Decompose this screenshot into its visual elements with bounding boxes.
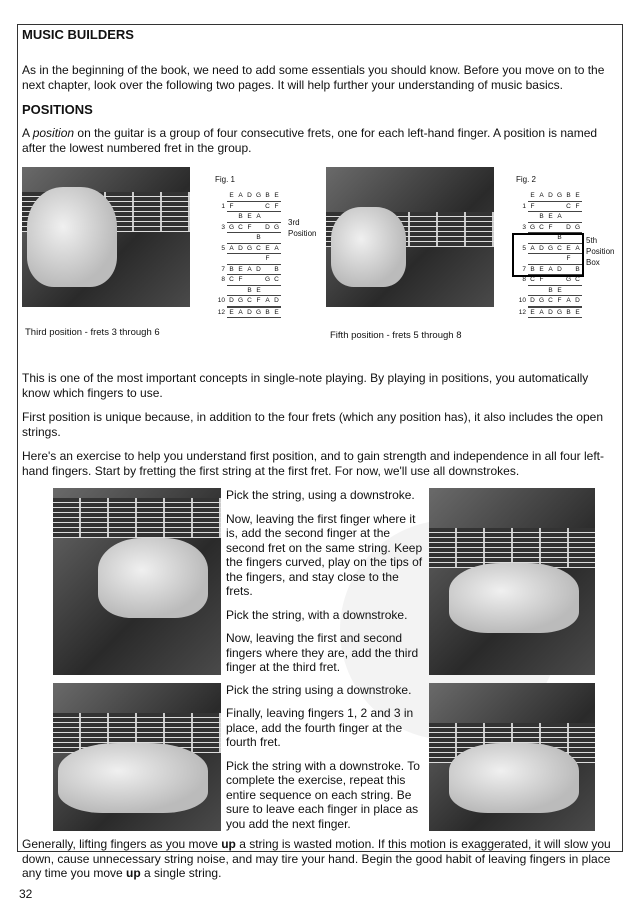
fret-cell bbox=[236, 233, 245, 244]
fret-cell: B bbox=[245, 286, 254, 297]
fret-cell: 8 bbox=[522, 276, 526, 283]
fret-cell bbox=[236, 286, 245, 297]
fret-cell: G bbox=[573, 223, 582, 234]
fret-cell: A bbox=[546, 265, 555, 276]
fret-cell: D bbox=[272, 296, 281, 307]
fret-cell: G bbox=[227, 223, 236, 234]
intro-text: As in the beginning of the book, we need to add some essentials you should know. Before you move on to the next chapter, look over the following two pages. It will help further your understanding of music basics. bbox=[22, 63, 605, 92]
fret-cell: E bbox=[555, 286, 564, 297]
fret-cell: 7 bbox=[221, 265, 225, 273]
fret-cell: A bbox=[537, 191, 546, 202]
fret-cell bbox=[272, 254, 281, 265]
fret-cell: E bbox=[272, 191, 281, 202]
fret-cell: A bbox=[272, 244, 281, 255]
fret-cell bbox=[555, 202, 564, 213]
fig2-photo-caption: Fifth position - frets 5 through 8 bbox=[330, 330, 462, 341]
fret-cell: B bbox=[564, 308, 573, 319]
fret-cell bbox=[272, 212, 281, 223]
fret-cell bbox=[537, 286, 546, 297]
fret-cell bbox=[215, 254, 227, 265]
fret-cell: F bbox=[537, 275, 546, 286]
fret-cell bbox=[573, 286, 582, 297]
fret-cell bbox=[227, 254, 236, 265]
fret-cell: 10 bbox=[518, 297, 526, 304]
fret-cell bbox=[227, 233, 236, 244]
fret-cell bbox=[537, 202, 546, 213]
page-number: 32 bbox=[19, 886, 33, 901]
fret-cell bbox=[215, 286, 227, 297]
fret-cell: B bbox=[263, 191, 272, 202]
fret-cell: C bbox=[263, 202, 272, 213]
fret-cell: 12 bbox=[217, 308, 225, 316]
fret-cell: C bbox=[254, 244, 263, 255]
fret-cell: F bbox=[528, 202, 537, 213]
fret-cell: 7 bbox=[522, 265, 526, 273]
fret-cell: F bbox=[564, 254, 573, 265]
fret-cell: F bbox=[236, 275, 245, 286]
fret-cell: C bbox=[245, 296, 254, 307]
fret-cell bbox=[263, 233, 272, 244]
exercise-photo-4 bbox=[429, 683, 595, 832]
fret-cell: A bbox=[263, 296, 272, 307]
fret-cell: 1 bbox=[221, 202, 225, 210]
fret-cell bbox=[263, 265, 272, 276]
fret-cell: D bbox=[546, 308, 555, 319]
fig1-diagram: Fig. 1 E A D G B E 1 F C F B E A 3 G C F D G B 5 A D G C E A F 7 B E A D B 8 C F G C B E 10 D G C F A D 12 E A D G B E bbox=[215, 175, 281, 318]
fret-cell: F bbox=[573, 202, 582, 213]
fret-cell bbox=[516, 212, 528, 223]
third-position-photo bbox=[22, 167, 190, 307]
fret-cell: G bbox=[537, 296, 546, 307]
fret-cell: F bbox=[254, 296, 263, 307]
fret-cell: E bbox=[528, 191, 537, 202]
fret-cell: 3 bbox=[522, 223, 526, 231]
fret-cell bbox=[263, 212, 272, 223]
fret-cell: F bbox=[272, 202, 281, 213]
fret-cell bbox=[245, 233, 254, 244]
fret-cell bbox=[236, 202, 245, 213]
fret-cell bbox=[528, 286, 537, 297]
positions-heading: POSITIONS bbox=[22, 102, 93, 117]
fret-cell: E bbox=[227, 308, 236, 319]
fret-cell: C bbox=[227, 275, 236, 286]
fig1-label: 3rd Position bbox=[288, 218, 317, 238]
fret-cell: G bbox=[546, 244, 555, 255]
fret-cell: G bbox=[528, 223, 537, 234]
fret-cell bbox=[227, 286, 236, 297]
paragraph-2: First position is unique because, in addition to the four frets (which any position has), it also includes the open strings. bbox=[22, 410, 603, 439]
fret-cell: D bbox=[528, 296, 537, 307]
fret-cell: C bbox=[546, 296, 555, 307]
fret-cell bbox=[272, 286, 281, 297]
fret-cell: A bbox=[236, 308, 245, 319]
fret-cell: G bbox=[564, 275, 573, 286]
fret-cell bbox=[564, 286, 573, 297]
fret-cell: B bbox=[573, 265, 582, 276]
fret-cell: 3 bbox=[221, 223, 225, 231]
page-content bbox=[19, 0, 618, 905]
paragraph-1: This is one of the most important concepts in single-note playing. By playing in positions, you automatically know which fingers to use. bbox=[22, 371, 589, 400]
fret-cell: F bbox=[245, 223, 254, 234]
fret-cell: C bbox=[555, 244, 564, 255]
fret-cell: E bbox=[573, 308, 582, 319]
exercise-photo-2 bbox=[429, 488, 595, 675]
fret-cell: 12 bbox=[518, 308, 526, 316]
fret-cell: D bbox=[227, 296, 236, 307]
page-title: MUSIC BUILDERS bbox=[22, 27, 134, 42]
fret-cell: E bbox=[564, 244, 573, 255]
fret-cell: B bbox=[537, 212, 546, 223]
fret-cell: B bbox=[546, 286, 555, 297]
exercise-steps-top: Pick the string, using a downstroke. Now, leaving the first finger where it is, add the second finger at the second fret on the same string. Keep the fingers curved, play on the tips of the fingers, and stay close to the frets. Pick the string, with a downstroke. Now, leaving the first and second fingers where they are, add the third finger at the third fret. bbox=[226, 488, 423, 674]
fret-cell: D bbox=[537, 244, 546, 255]
fret-cell: C bbox=[272, 275, 281, 286]
fret-cell: A bbox=[573, 244, 582, 255]
fret-cell bbox=[236, 254, 245, 265]
fret-cell: D bbox=[546, 191, 555, 202]
fret-cell: F bbox=[546, 223, 555, 234]
fret-cell: A bbox=[555, 212, 564, 223]
fret-cell: B bbox=[236, 212, 245, 223]
fret-cell: B bbox=[272, 265, 281, 276]
fret-cell: G bbox=[263, 275, 272, 286]
fig2-label: 5th Position Box bbox=[586, 236, 615, 267]
fret-cell bbox=[564, 212, 573, 223]
fret-cell bbox=[254, 202, 263, 213]
fret-cell: E bbox=[546, 212, 555, 223]
fret-cell bbox=[272, 233, 281, 244]
closing-paragraph: Generally, lifting fingers as you move up a string is wasted motion. If this motion is exaggerated, it will slow you down, cause unnecessary string noise, and may tire your hand. Begin the good habit of leaving fingers in place any time you move up a single string. bbox=[22, 837, 611, 880]
fret-cell: D bbox=[236, 244, 245, 255]
fret-cell bbox=[528, 212, 537, 223]
fret-cell: B bbox=[555, 233, 564, 244]
fret-cell: A bbox=[236, 191, 245, 202]
fret-cell: F bbox=[555, 296, 564, 307]
fret-cell: D bbox=[573, 296, 582, 307]
fret-cell: A bbox=[227, 244, 236, 255]
fret-cell bbox=[245, 275, 254, 286]
fret-cell bbox=[516, 191, 528, 202]
fret-cell: 8 bbox=[221, 276, 225, 283]
position-box bbox=[512, 233, 584, 277]
fret-cell bbox=[263, 286, 272, 297]
fret-cell bbox=[227, 212, 236, 223]
fret-cell: B bbox=[254, 233, 263, 244]
fret-cell: C bbox=[573, 275, 582, 286]
fret-cell bbox=[215, 233, 227, 244]
fret-cell: E bbox=[528, 308, 537, 319]
fret-cell bbox=[555, 223, 564, 234]
fret-cell: G bbox=[254, 191, 263, 202]
fret-cell: G bbox=[254, 308, 263, 319]
fret-cell: A bbox=[254, 212, 263, 223]
fret-cell: B bbox=[564, 191, 573, 202]
fret-cell bbox=[254, 275, 263, 286]
fret-cell: D bbox=[254, 265, 263, 276]
fret-cell: D bbox=[263, 223, 272, 234]
fret-cell bbox=[254, 254, 263, 265]
fret-cell: G bbox=[245, 244, 254, 255]
fret-cell bbox=[245, 254, 254, 265]
fret-cell: D bbox=[564, 223, 573, 234]
fret-cell bbox=[215, 212, 227, 223]
fret-cell: C bbox=[564, 202, 573, 213]
fret-cell: A bbox=[564, 296, 573, 307]
fret-cell: C bbox=[537, 223, 546, 234]
fret-cell: D bbox=[245, 191, 254, 202]
fret-cell: A bbox=[245, 265, 254, 276]
fret-cell: E bbox=[263, 244, 272, 255]
fret-cell: C bbox=[528, 275, 537, 286]
exercise-steps-bottom: Pick the string using a downstroke. Finally, leaving fingers 1, 2 and 3 in place, add the fourth finger at the fourth fret. Pick the string with a downstroke. To complete the exercise, repeat this entire sequence on each string. Be sure to leave each finger in place as you add the next finger. bbox=[226, 682, 420, 831]
fifth-position-photo bbox=[326, 167, 494, 307]
exercise-section bbox=[53, 488, 618, 831]
fret-cell bbox=[254, 223, 263, 234]
fret-cell: D bbox=[245, 308, 254, 319]
fret-cell: 5 bbox=[522, 244, 526, 252]
exercise-photo-3 bbox=[53, 683, 221, 832]
fret-cell: D bbox=[555, 265, 564, 276]
fret-cell: C bbox=[236, 223, 245, 234]
fret-cell: G bbox=[272, 223, 281, 234]
fret-cell bbox=[516, 286, 528, 297]
fig2-diagram: Fig. 2 E A D G B E 1 F C F B E A 3 G C F D G B 5 A D G C E A F 7 B E A D B 8 C F G C B E 10 D G C F A D 12 E A D G B E bbox=[516, 175, 582, 318]
fret-cell: E bbox=[573, 191, 582, 202]
figures-row bbox=[22, 167, 618, 359]
fret-cell: G bbox=[236, 296, 245, 307]
fret-cell: E bbox=[245, 212, 254, 223]
fret-cell: E bbox=[236, 265, 245, 276]
fret-cell: 1 bbox=[522, 202, 526, 210]
fret-cell bbox=[245, 202, 254, 213]
fret-cell bbox=[215, 191, 227, 202]
fret-cell: A bbox=[528, 244, 537, 255]
paragraph-3: Here's an exercise to help you understand first position, and to gain strength and independence in all four left-hand fingers. Start by fretting the first string at the first fret. For now, we'll use all downstrokes. bbox=[22, 449, 604, 478]
fret-cell: B bbox=[263, 308, 272, 319]
fret-cell: A bbox=[537, 308, 546, 319]
fret-cell: E bbox=[254, 286, 263, 297]
fret-cell: E bbox=[227, 191, 236, 202]
fret-cell: F bbox=[227, 202, 236, 213]
positions-definition: A position on the guitar is a group of four consecutive frets, one for each left-hand finger. A position is named after the lowest numbered fret in the group. bbox=[22, 126, 598, 155]
fret-cell bbox=[546, 202, 555, 213]
fret-cell bbox=[573, 212, 582, 223]
fret-cell: G bbox=[555, 308, 564, 319]
exercise-photo-1 bbox=[53, 488, 221, 675]
fret-cell: E bbox=[537, 265, 546, 276]
fret-cell: 5 bbox=[221, 244, 225, 252]
fig1-photo-caption: Third position - frets 3 through 6 bbox=[25, 327, 160, 338]
fret-cell: 10 bbox=[217, 297, 225, 304]
fret-cell: E bbox=[272, 308, 281, 319]
fret-cell: B bbox=[227, 265, 236, 276]
fret-cell: B bbox=[528, 265, 537, 276]
fret-cell: G bbox=[555, 191, 564, 202]
fret-cell: F bbox=[263, 254, 272, 265]
